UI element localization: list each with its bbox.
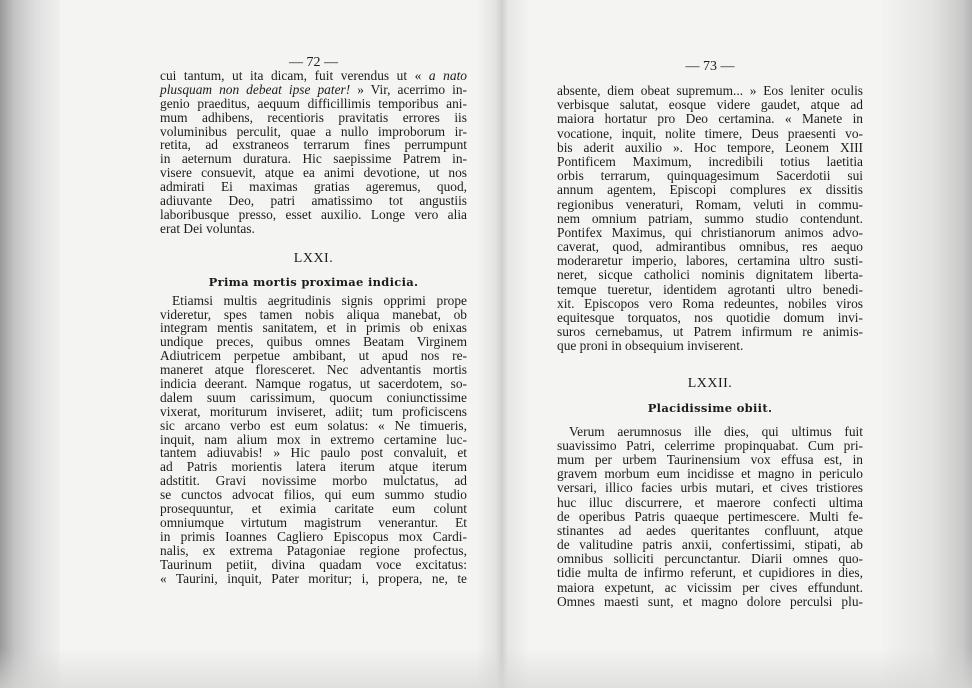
text-line: mum adhibens, recentioris pravitatis errores iis (160, 109, 467, 125)
text-line: Taurinum petiit, divina quadam voce excitatus: (160, 556, 467, 572)
text-line: maiora expetunt, ac vicissim per cives effundunt. (557, 579, 863, 595)
text-line: se cunctos advocat filios, qui eum summo studio (160, 487, 467, 503)
chapter-number: LXXI. (293, 250, 334, 266)
text-line: de operibus Patris quaeque pertimescere. Multi fe- (557, 508, 863, 524)
text-line: stinantes ad aedes queritantes confluunt, atque (557, 522, 863, 538)
chapter-number: LXXII. (687, 375, 733, 391)
text-line: integram mentis sanitatem, et in primis ob enixas (160, 320, 467, 336)
text-line: caverat, quod, admirantibus omnibus, res aequo (557, 239, 863, 255)
page-body (557, 84, 863, 609)
left-page (160, 56, 467, 585)
text-line: retita, ad exstraneos terrarum fines perrumpunt (160, 137, 467, 153)
text-line: suavissimo Patri, celerrime propinquabat. Cum pri- (557, 437, 863, 453)
page-number: — 72 — (289, 55, 338, 70)
text-line: xit. Episcopos vero Roma redeuntes, nobiles viros (557, 295, 863, 311)
text-line: dalem suum carissimum, quocum coniunctissime (160, 389, 467, 405)
text-line: huc illuc discurrere, et maerore confecti ultima (557, 494, 863, 510)
text-line: omniumque virtutum magistrum venerantur. Et (160, 514, 467, 530)
text-line: Verum aerumnosus ille dies, qui ultimus fuit (569, 423, 863, 439)
text-line: nem omnium patriam, summo studio contendunt. (557, 210, 863, 226)
text-line: vocatione, inquit, nolite timere, Deus praesenti vo- (557, 125, 863, 141)
text-line: omnibus solliciti percunctantur. Diarii omnes quo- (557, 551, 863, 567)
text-line: de valitudine patris anxii, confertissimi, stipati, ab (557, 537, 863, 553)
text-line: mum per urbem Taurinensium vox effusa est, in (557, 451, 863, 467)
paragraph (557, 84, 863, 354)
text-line: Pontificem Maximum, incredibili totius laetitia (557, 153, 863, 169)
text-line: « Taurini, inquit, Pater moritur; i, propera, ne, te (160, 570, 467, 586)
text-line: bis aderit auxilio ». Hoc tempore, Leonem XIII (557, 139, 863, 155)
scan-bottom-shadow (0, 648, 972, 688)
book-gutter (478, 0, 528, 688)
text-line: plusquam non debeat ipse pater! » Vir, acerrimo in- (160, 81, 468, 97)
text-line: tidie multa de infirmo referunt, et cupidiores in dies, (557, 565, 863, 581)
text-line: orbis terrarum, quinquagesimum Sacerdotii sui (557, 168, 863, 184)
paragraph (160, 294, 467, 586)
text-line: admirati Ei maximas gratias ageremus, quod, (160, 179, 467, 195)
chapter-heading: Prima mortis proximae indicia. (208, 274, 419, 289)
text-line: laboribusque presso, esset auxilio. Longe vero alia (160, 206, 467, 222)
text-line: Pontifex Maximus, qui christianorum animos advo- (557, 224, 863, 240)
paragraph (557, 425, 863, 609)
text-line: versari, illico facies urbis mutari, et cives tristiores (557, 480, 863, 496)
text-line: maiora hortatur pro Deo certamina. « Manete in (557, 111, 863, 127)
text-line: adstitit. Gravi novissime morbo mulctatus, ad (160, 473, 467, 489)
text-line: videretur, spes tamen nobis aliqua manebat, ob (160, 306, 467, 322)
chapter-heading: Placidissime obiit. (647, 400, 773, 415)
text-line: absente, diem obeat supremum... » Eos leniter oculis (557, 83, 863, 98)
text-line: adiuvante Deo, patri amatissimo tot angustiis (160, 193, 467, 209)
text-line: indicia deerant. Namque rogatus, ut sacerdotem, so- (160, 376, 467, 392)
text-line: Adiutricem perpetue ambibant, ut apud nos re- (160, 348, 467, 364)
text-line: visere consuevit, atque ea animi devotione, ut nos (160, 165, 467, 181)
text-line: inquit, nam alium mox in extremo certamine luc- (160, 431, 467, 447)
text-line: undique preces, quibus omnes Beatam Virginem (160, 334, 467, 350)
text-line: in primis Ioannes Cagliero Episcopus mox Cardi- (160, 528, 467, 544)
page-body (160, 69, 467, 585)
text-line: prosequuntur, et eximia caritate eum colunt (160, 501, 467, 517)
text-line: nalis, ex extrema Patagoniae regione profectus, (160, 542, 467, 558)
text-line: gravem morbum eum incidisse et magno in periculo (557, 466, 863, 482)
text-line: tantem adiuvabis! » Hic paulo post convaluit, et (160, 445, 467, 461)
right-page (557, 60, 863, 609)
page-number: — 73 — (685, 59, 735, 74)
text-line: cui tantum, ut ita dicam, fuit verendus ut « a nato (160, 68, 467, 83)
text-line: equitesque torquatos, nos quotidie domum invi- (557, 310, 863, 325)
paragraph (160, 69, 467, 236)
text-line: genio praeditus, aequum difficillimis temporibus ani- (160, 95, 467, 111)
text-line: ad Patris morientis latera iterum atque iterum (160, 459, 467, 475)
text-line: suros cernebamus, ut Patrem infirmum re animis- (557, 324, 863, 340)
text-line: moderaretur imperio, labores, certamina ultro susti- (557, 253, 863, 269)
text-line: erat Dei voluntas. (160, 220, 255, 236)
scan-left-edge-shadow (0, 0, 60, 688)
text-line: que proni in obsequium inviserent. (557, 338, 744, 354)
text-line: Etiamsi multis aegritudinis signis opprimi prope (172, 292, 467, 308)
text-line: maneret atque floresceret. Nec adventantis mortis (160, 362, 467, 378)
text-line: neret, sicque catholici nominis dignitatem liberta- (557, 267, 863, 283)
scan-right-edge-shadow (882, 0, 972, 688)
text-line: annum agentem, Episcopi complures ex dissitis (557, 182, 863, 198)
text-line: temque tueretur, identidem agrotanti ultro benedi- (557, 281, 863, 297)
text-line: in aeternum duratura. Hic saepissime Patrem in- (160, 151, 467, 167)
text-line: sic arcano verbo est eum solatus: « Ne timueris, (160, 417, 467, 433)
text-line: Omnes maesti sunt, et magno dolore perculsi plu- (557, 593, 863, 609)
text-line: regionibus veneraturi, Romam, veluti in commu- (557, 196, 863, 212)
text-line: vixerat, moriturum inviseret, adiit; tum proficiscens (160, 403, 467, 419)
text-line: verbisque salutat, eosque videre gaudet, atque ad (557, 97, 863, 113)
text-line: voluminibus perculit, quae a nullo improborum ir- (160, 123, 467, 139)
